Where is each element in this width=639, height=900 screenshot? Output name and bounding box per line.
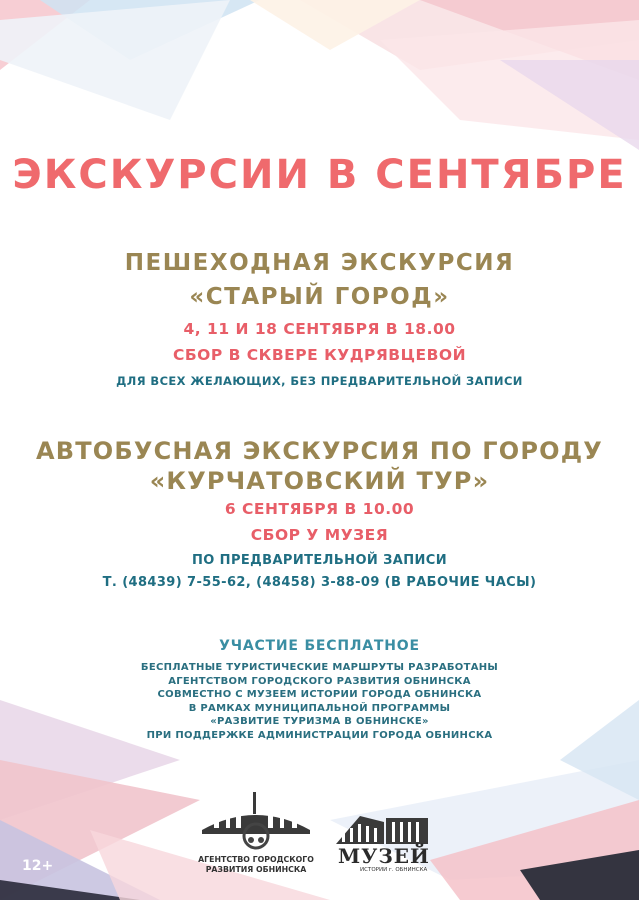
tour1-heading-line1: ПЕШЕХОДНАЯ ЭКСКУРСИЯ: [124, 250, 515, 276]
tour1-dates: 4, 11 И 18 СЕНТЯБРЯ В 18.00: [183, 320, 456, 338]
museum-building-logo-icon: [330, 810, 436, 846]
credits-line: ПРИ ПОДДЕРЖКЕ АДМИНИСТРАЦИИ ГОРОДА ОБНИНСКА: [146, 729, 493, 741]
museum-logo: [330, 810, 436, 880]
credits-line: АГЕНТСТВОМ ГОРОДСКОГО РАЗВИТИЯ ОБНИНСКА: [168, 675, 471, 687]
tour1-meeting-point: СБОР В СКВЕРЕ КУДРЯВЦЕВОЙ: [172, 346, 467, 364]
age-rating-badge: 12+: [22, 858, 54, 874]
credits-block: [0, 661, 639, 743]
tour2-phones: Т. (48439) 7-55-62, (48458) 3-88-09 (В РАБОЧИЕ ЧАСЫ): [102, 575, 537, 590]
free-participation-heading: УЧАСТИЕ БЕСПЛАТНОЕ: [219, 638, 420, 654]
agency-logo-line1: АГЕНТСТВО ГОРОДСКОГО: [198, 855, 314, 864]
tour2-heading-line2: «КУРЧАТОВСКИЙ ТУР»: [149, 467, 490, 495]
tour1-heading-line2: «СТАРЫЙ ГОРОД»: [189, 284, 450, 310]
agency-logo-line2: РАЗВИТИЯ ОБНИНСКА: [205, 865, 307, 874]
credits-line: В РАМКАХ МУНИЦИПАЛЬНОЙ ПРОГРАММЫ: [188, 702, 451, 714]
tour1-note: ДЛЯ ВСЕХ ЖЕЛАЮЩИХ, БЕЗ ПРЕДВАРИТЕЛЬНОЙ ЗАПИСИ: [116, 374, 523, 388]
credits-line: СОВМЕСТНО С МУЗЕЕМ ИСТОРИИ ГОРОДА ОБНИНСКА: [157, 689, 482, 701]
museum-logo-name: МУЗЕЙ: [338, 844, 430, 868]
city-skyline-logo-icon: [196, 790, 316, 852]
tour2-heading-line1: АВТОБУСНАЯ ЭКСКУРСИЯ ПО ГОРОДУ: [35, 437, 604, 465]
museum-logo-subtitle: ИСТОРИИ г. ОБНИНСКА: [360, 867, 428, 873]
credits-line: БЕСПЛАТНЫЕ ТУРИСТИЧЕСКИЕ МАРШРУТЫ РАЗРАБОТАНЫ: [140, 662, 499, 673]
tour2-note: ПО ПРЕДВАРИТЕЛЬНОЙ ЗАПИСИ: [192, 553, 447, 568]
credits-line: «РАЗВИТИЕ ТУРИЗМА В ОБНИНСКЕ»: [210, 716, 429, 728]
poster-title: ЭКСКУРСИИ В СЕНТЯБРЕ: [12, 152, 627, 198]
agency-logo: [196, 790, 316, 880]
tour2-meeting-point: СБОР У МУЗЕЯ: [250, 526, 389, 544]
tour2-dates: 6 СЕНТЯБРЯ В 10.00: [224, 500, 415, 518]
